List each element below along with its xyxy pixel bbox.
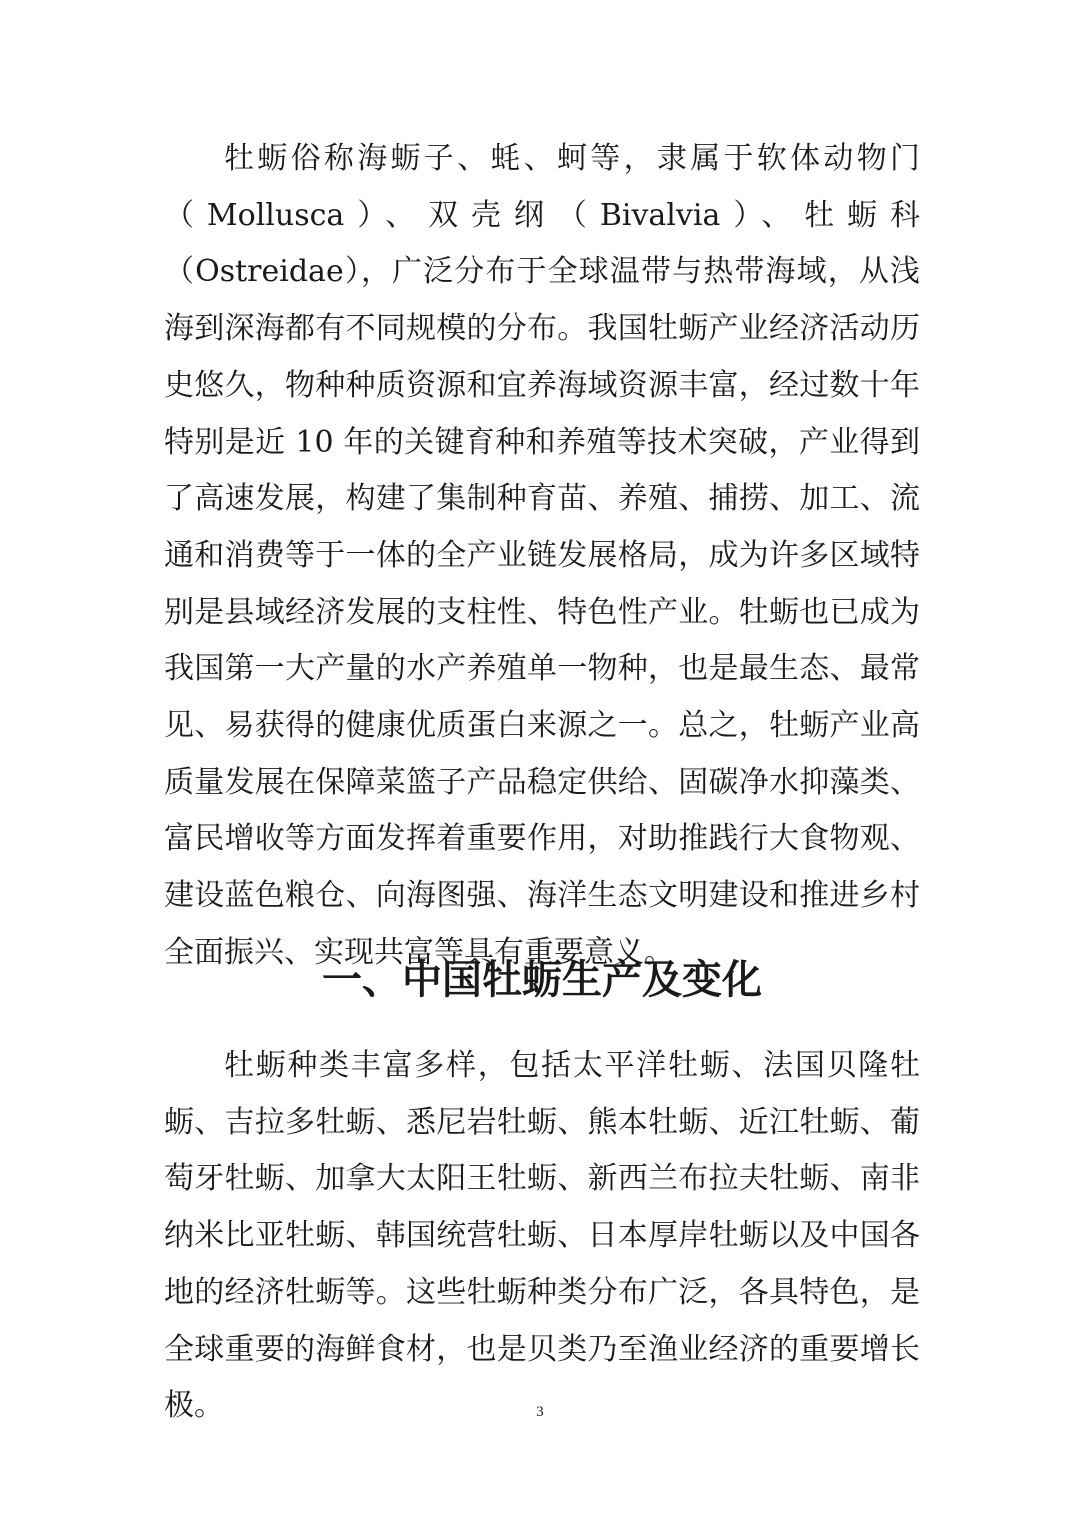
paragraph-oyster-overview: 牡蛎俗称海蛎子、蚝、蚵等，隶属于软体动物门（Mollusca）、双壳纲（Bivalvia）、牡蛎科（Ostreidae），广泛分布于全球温带与热带海域，从浅海到深海都有不同规模的分布。我国牡蛎产业经济活动历史悠久，物种种质资源和宜养海域资源丰富，经过数十年特别是近 10 年的关键育种和养殖等技术突破，产业得到了高速发展，构建了集制种育苗、养殖、捕捞、加工、流通和消费等于一体的全产业链发展格局，成为许多区域特别是县域经济发展的支柱性、特色性产业。牡蛎也已成为我国第一大产量的水产养殖单一物种，也是最生态、最常见、易获得的健康优质蛋白来源之一。总之，牡蛎产业高质量发展在保障菜篮子产品稳定供给、固碳净水抑藻类、富民增收等方面发挥着重要作用，对助推践行大食物观、建设蓝色粮仓、向海图强、海洋生态文明建设和推进乡村全面振兴、实现共富等具有重要意义。	[164, 141, 920, 970]
page-number: 3	[536, 1404, 544, 1420]
section-heading: 一、中国牡蛎生产及变化	[322, 957, 762, 1003]
paragraph-oyster-species: 牡蛎种类丰富多样，包括太平洋牡蛎、法国贝隆牡蛎、吉拉多牡蛎、悉尼岩牡蛎、熊本牡蛎、近江牡蛎、葡萄牙牡蛎、加拿大太阳王牡蛎、新西兰布拉夫牡蛎、南非纳米比亚牡蛎、韩国统营牡蛎、日本厚岸牡蛎以及中国各地的经济牡蛎等。这些牡蛎种类分布广泛，各具特色，是全球重要的海鲜食材，也是贝类乃至渔业经济的重要增长极。	[164, 1048, 920, 1424]
